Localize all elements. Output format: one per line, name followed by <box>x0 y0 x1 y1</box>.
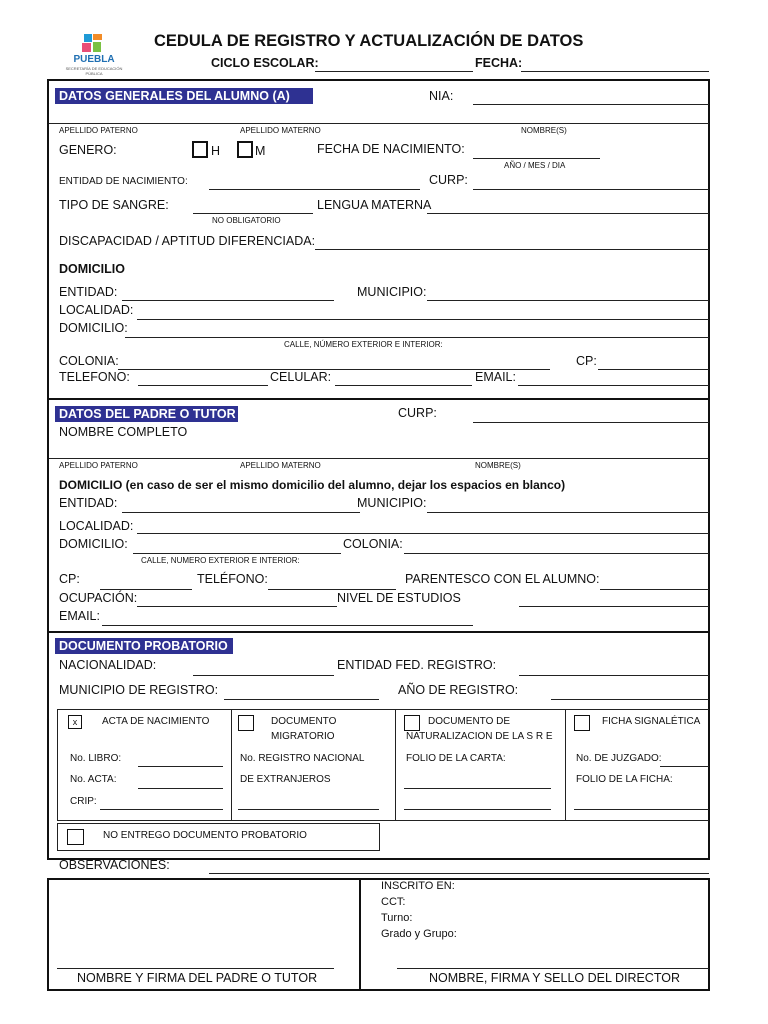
page-title: CEDULA DE REGISTRO Y ACTUALIZACIÓN DE DATOS <box>154 32 584 50</box>
crip-label: CRIP: <box>70 796 97 807</box>
acta-checkbox[interactable]: x <box>68 715 82 729</box>
curp-label: CURP: <box>429 173 468 187</box>
tutor-apellido-paterno-hint: APELLIDO PATERNO <box>59 461 138 470</box>
entidad-registro-label: ENTIDAD FED. REGISTRO: <box>337 658 497 672</box>
tutor-entidad-label: ENTIDAD: <box>59 496 118 510</box>
parentesco-field[interactable] <box>600 589 709 590</box>
lengua-materna-label: LENGUA MATERNA <box>317 198 432 212</box>
juzgado-field[interactable] <box>660 766 709 767</box>
juzgado-label: No. DE JUZGADO: <box>576 753 662 764</box>
inscrito-label: INSCRITO EN: <box>381 880 455 892</box>
fecha-nacimiento-field[interactable] <box>473 158 600 159</box>
entidad-nacimiento-label: ENTIDAD DE NACIMIENTO: <box>59 176 188 187</box>
doc-grid-top <box>57 709 709 710</box>
documento-heading: DOCUMENTO PROBATORIO <box>55 638 233 654</box>
tutor-domicilio-label: DOMICILIO: <box>59 537 128 551</box>
firma-padre-label: NOMBRE Y FIRMA DEL PADRE O TUTOR <box>77 971 318 985</box>
apellido-materno-hint: APELLIDO MATERNO <box>240 126 321 135</box>
tutor-curp-label: CURP: <box>398 406 437 420</box>
doc-grid-div1 <box>231 709 232 821</box>
folio-carta-label: FOLIO DE LA CARTA: <box>406 753 506 764</box>
naturalizacion-checkbox[interactable] <box>404 715 420 731</box>
entidad-field[interactable] <box>122 300 334 301</box>
puebla-logo <box>64 32 124 78</box>
tutor-domicilio-field[interactable] <box>133 553 341 554</box>
tutor-municipio-label: MUNICIPIO: <box>357 496 427 510</box>
discapacidad-label: DISCAPACIDAD / APTITUD DIFERENCIADA: <box>59 234 316 248</box>
no-libro-label: No. LIBRO: <box>70 753 122 764</box>
migratorio-label-1: DOCUMENTO <box>271 716 337 727</box>
tutor-entidad-field[interactable] <box>122 512 360 513</box>
firma-director-line[interactable] <box>397 968 709 969</box>
genero-h-label: H <box>211 144 221 158</box>
firma-padre-line[interactable] <box>57 968 334 969</box>
alumno-heading: DATOS GENERALES DEL ALUMNO (A) <box>55 88 313 104</box>
parentesco-label: PARENTESCO CON EL ALUMNO: <box>405 572 600 586</box>
entidad-nacimiento-field[interactable] <box>209 189 420 190</box>
tutor-localidad-label: LOCALIDAD: <box>59 519 134 533</box>
nacionalidad-label: NACIONALIDAD: <box>59 658 157 672</box>
nivel-estudios-label: NIVEL DE ESTUDIOS <box>337 591 461 605</box>
tutor-apellido-materno-hint: APELLIDO MATERNO <box>240 461 321 470</box>
no-obligatorio-hint: NO OBLIGATORIO <box>212 216 281 225</box>
acta-label: ACTA DE NACIMIENTO <box>102 716 210 727</box>
genero-m-label: M <box>255 144 266 158</box>
domicilio-field[interactable] <box>125 337 709 338</box>
nacionalidad-field[interactable] <box>193 675 334 676</box>
no-acta-label: No. ACTA: <box>70 774 117 785</box>
nivel-estudios-field[interactable] <box>519 606 709 607</box>
entidad-registro-field[interactable] <box>519 675 709 676</box>
folio-ficha-label: FOLIO DE LA FICHA: <box>576 774 673 785</box>
apellido-paterno-hint: APELLIDO PATERNO <box>59 126 138 135</box>
localidad-field[interactable] <box>137 319 709 320</box>
domicilio-heading: DOMICILIO <box>59 262 125 276</box>
doc-grid-bottom <box>57 820 709 821</box>
tutor-email-field[interactable] <box>102 625 473 626</box>
tutor-cp-field[interactable] <box>100 589 192 590</box>
tutor-name-line[interactable] <box>49 458 709 459</box>
ficha-label: FICHA SIGNALÉTICA <box>602 716 701 727</box>
folio-carta-field-2[interactable] <box>404 809 551 810</box>
tutor-email-label: EMAIL: <box>59 609 100 623</box>
no-entrego-label: NO ENTREGO DOCUMENTO PROBATORIO <box>103 830 307 841</box>
cct-label: CCT: <box>381 896 406 908</box>
migratorio-label-2: MIGRATORIO <box>271 731 335 742</box>
celular-field[interactable] <box>335 385 472 386</box>
tutor-telefono-field[interactable] <box>268 589 396 590</box>
colonia-label: COLONIA: <box>59 354 119 368</box>
extranjeros-label: DE EXTRANJEROS <box>240 774 331 785</box>
tutor-heading: DATOS DEL PADRE O TUTOR <box>55 406 238 422</box>
ocupacion-label: OCUPACIÓN: <box>59 591 138 605</box>
no-entrego-checkbox[interactable] <box>67 829 84 845</box>
folio-carta-field-1[interactable] <box>404 788 551 789</box>
municipio-label: MUNICIPIO: <box>357 285 427 299</box>
email-field[interactable] <box>518 385 709 386</box>
anio-registro-label: AÑO DE REGISTRO: <box>398 683 519 697</box>
crip-field[interactable] <box>100 809 223 810</box>
registro-nacional-label: No. REGISTRO NACIONAL <box>240 753 365 764</box>
genero-m-checkbox[interactable] <box>237 141 253 158</box>
genero-h-checkbox[interactable] <box>192 141 208 158</box>
tutor-curp-field[interactable] <box>473 422 709 423</box>
email-label: EMAIL: <box>475 370 516 384</box>
firmas-divider <box>359 878 361 991</box>
doc-grid-left <box>57 709 58 821</box>
tutor-cp-label: CP: <box>59 572 80 586</box>
tutor-domicilio-heading: DOMICILIO (en caso de ser el mismo domicilio del alumno, dejar los espacios en blanco) <box>59 478 566 492</box>
tutor-telefono-label: TELÉFONO: <box>197 572 268 586</box>
naturalizacion-label-1: DOCUMENTO DE <box>428 716 511 727</box>
grado-label: Grado y Grupo: <box>381 928 457 940</box>
celular-label: CELULAR: <box>270 370 332 384</box>
municipio-registro-label: MUNICIPIO DE REGISTRO: <box>59 683 219 697</box>
entidad-label: ENTIDAD: <box>59 285 118 299</box>
no-acta-field[interactable] <box>138 788 223 789</box>
cp-label: CP: <box>576 354 597 368</box>
observaciones-label: OBSERVACIONES: <box>59 858 170 872</box>
firma-director-label: NOMBRE, FIRMA Y SELLO DEL DIRECTOR <box>429 971 680 985</box>
tutor-localidad-field[interactable] <box>137 533 709 534</box>
municipio-field[interactable] <box>427 300 709 301</box>
ciclo-escolar-label: CICLO ESCOLAR: <box>211 56 319 70</box>
tutor-municipio-field[interactable] <box>427 512 709 513</box>
ficha-checkbox[interactable] <box>574 715 590 731</box>
tutor-colonia-label: COLONIA: <box>343 537 403 551</box>
migratorio-checkbox[interactable] <box>238 715 254 731</box>
observaciones-field[interactable] <box>209 873 709 874</box>
logo-text: PUEBLA <box>73 54 115 65</box>
nombre-completo-label: NOMBRE COMPLETO <box>59 425 188 439</box>
domicilio-label: DOMICILIO: <box>59 321 128 335</box>
nia-label: NIA: <box>429 89 454 103</box>
lengua-materna-field[interactable] <box>427 213 709 214</box>
doc-grid-div3 <box>565 709 566 821</box>
logo-subtext: SECRETARÍA DE EDUCACIÓN PÚBLICA <box>65 66 123 76</box>
cp-field[interactable] <box>598 369 709 370</box>
tipo-sangre-field[interactable] <box>193 213 313 214</box>
alumno-name-line[interactable] <box>49 123 709 124</box>
turno-label: Turno: <box>381 912 413 924</box>
nombres-hint: NOMBRE(S) <box>521 126 567 135</box>
telefono-label: TELEFONO: <box>59 370 130 384</box>
tutor-colonia-field[interactable] <box>404 553 709 554</box>
curp-field[interactable] <box>473 189 709 190</box>
localidad-label: LOCALIDAD: <box>59 303 134 317</box>
tutor-calle-hint: CALLE, NUMERO EXTERIOR E INTERIOR: <box>141 556 300 565</box>
fecha-label: FECHA: <box>475 56 523 70</box>
fecha-nacimiento-label: FECHA DE NACIMIENTO: <box>317 142 465 156</box>
discapacidad-field[interactable] <box>315 249 709 250</box>
ocupacion-field[interactable] <box>137 606 337 607</box>
telefono-field[interactable] <box>138 385 268 386</box>
no-libro-field[interactable] <box>138 766 223 767</box>
logo-mark-icon <box>64 32 124 56</box>
folio-ficha-field[interactable] <box>574 809 709 810</box>
genero-label: GENERO: <box>59 143 117 157</box>
registro-nacional-field[interactable] <box>238 809 379 810</box>
calle-hint: CALLE, NÚMERO EXTERIOR E INTERIOR: <box>284 340 443 349</box>
nia-field[interactable] <box>473 104 709 105</box>
municipio-registro-field[interactable] <box>224 699 379 700</box>
tipo-sangre-label: TIPO DE SANGRE: <box>59 198 169 212</box>
naturalizacion-label-2: NATURALIZACION DE LA S R E <box>406 731 553 742</box>
ciclo-escolar-field[interactable] <box>315 71 473 72</box>
anio-registro-field[interactable] <box>551 699 709 700</box>
fecha-formato-hint: AÑO / MES / DIA <box>504 161 566 170</box>
doc-grid-div2 <box>395 709 396 821</box>
fecha-field[interactable] <box>521 71 709 72</box>
tutor-nombres-hint: NOMBRE(S) <box>475 461 521 470</box>
